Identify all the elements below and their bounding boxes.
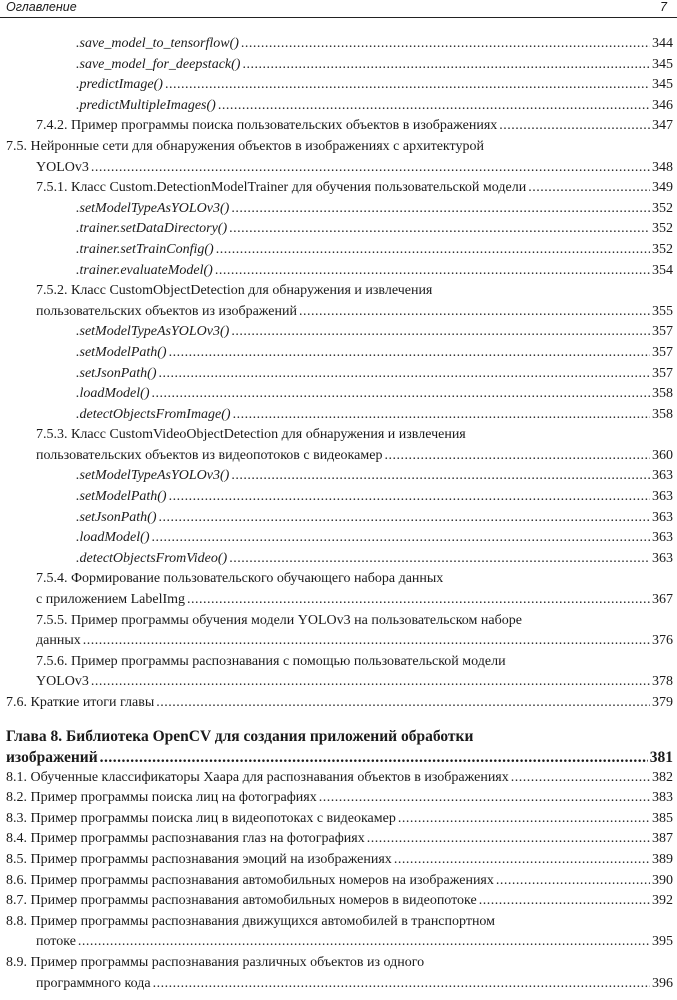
page-number: 348	[652, 159, 673, 175]
page-number: 355	[652, 303, 673, 319]
page-number: 363	[652, 489, 673, 505]
toc-entry-7-4-2[interactable]: 7.4.2. Пример программы поиска пользовательских объектов в изображениях ..... 347	[36, 116, 677, 137]
toc-entry-7-5-4[interactable]: 7.5.4. Формирование пользовательского обучающего набора данных с приложением LabelImg ..... 367	[36, 569, 677, 610]
toc-chapter-8[interactable]: Глава 8. Библиотека OpenCV для создания приложений обработки изображений ..... 381	[6, 726, 673, 768]
page-number: 376	[652, 633, 673, 649]
toc-entry-method[interactable]: .setJsonPath() ..... 363	[76, 508, 677, 529]
page-number: 387	[652, 831, 673, 847]
page-number: 381	[649, 748, 673, 766]
toc-entry-method[interactable]: .setJsonPath() ..... 357	[76, 364, 677, 385]
page-number: 379	[652, 695, 673, 710]
toc-entry-8-9[interactable]: 8.9. Пример программы распознавания различных объектов из одного программного кода ..... 396	[6, 953, 677, 994]
toc-entry-method[interactable]: .save_model_to_tensorflow() ..... 344	[76, 34, 677, 55]
page-number: 360	[652, 447, 673, 463]
chapter-title: Глава 8. Библиотека OpenCV для создания приложений обработки	[6, 727, 474, 745]
toc-entry-7-5-1[interactable]: 7.5.1. Класс Custom.DetectionModelTrainer для обучения пользовательской модели ..... 349	[36, 178, 677, 199]
page-number: 357	[652, 365, 673, 381]
page-number: 345	[652, 77, 673, 93]
page-number: 363	[652, 550, 673, 566]
toc-entry-method[interactable]: .detectObjectsFromImage() ..... 358	[76, 405, 677, 426]
page-number: 352	[652, 221, 673, 237]
toc-entry-7-5-6[interactable]: 7.5.6. Пример программы распознавания с помощью пользовательской модели YOLOv3 ..... 378	[36, 652, 677, 693]
page-number: 378	[652, 674, 673, 690]
toc-entry-8-1[interactable]: 8.1. Обученные классификаторы Хаара для распознавания объектов в изображениях ..... 382	[6, 768, 677, 789]
page-number: 396	[652, 975, 673, 991]
running-header	[0, 0, 677, 18]
toc-entry-7-5-5[interactable]: 7.5.5. Пример программы обучения модели YOLOv3 на пользовательском наборе данных ..... 376	[36, 611, 677, 652]
page-number: 354	[652, 262, 673, 278]
header-title: Оглавление	[6, 0, 77, 14]
page-number: 345	[652, 56, 673, 72]
toc-entry-method[interactable]: .setModelTypeAsYOLOv3() ..... 363	[76, 466, 677, 487]
toc-entry-8-7[interactable]: 8.7. Пример программы распознавания автомобильных номеров в видеопотоке ..... 392	[6, 891, 677, 912]
page-number: 344	[652, 36, 673, 51]
toc-entry-method[interactable]: .setModelTypeAsYOLOv3() ..... 352	[76, 199, 677, 220]
toc-entry-method[interactable]: .trainer.evaluateModel() ..... 354	[76, 261, 677, 282]
page-number: 385	[652, 810, 673, 826]
chapter-8-sections	[0, 768, 677, 995]
toc-entry-method[interactable]: .trainer.setTrainConfig() ..... 352	[76, 240, 677, 261]
page-number: 349	[652, 180, 673, 196]
page-number: 347	[652, 118, 673, 134]
page-number: 392	[652, 893, 673, 909]
toc-entry-method[interactable]: .setModelPath() ..... 363	[76, 487, 677, 508]
page-number: 357	[652, 344, 673, 360]
toc-entry-8-4[interactable]: 8.4. Пример программы распознавания глаз на фотографиях ..... 387	[6, 829, 677, 850]
page-number: 367	[652, 592, 673, 608]
toc-entry-method[interactable]: .trainer.setDataDirectory() ..... 352	[76, 219, 677, 240]
page-number: 352	[652, 241, 673, 257]
toc-entry-method[interactable]: .setModelPath() ..... 357	[76, 343, 677, 364]
toc-entry-method[interactable]: .save_model_for_deepstack() ..... 345	[76, 55, 677, 76]
page-number: 363	[652, 509, 673, 525]
page-number: 389	[652, 851, 673, 867]
toc-entry-8-8[interactable]: 8.8. Пример программы распознавания движущихся автомобилей в транспортном потоке ..... 395	[6, 912, 677, 953]
toc-entry-method[interactable]: .setModelTypeAsYOLOv3() ..... 357	[76, 322, 677, 343]
page-number: 382	[652, 769, 673, 785]
toc-entry-7-6[interactable]: 7.6. Краткие итоги главы ..... 379	[6, 693, 677, 714]
header-page-number: 7	[660, 0, 667, 14]
toc-entry-8-2[interactable]: 8.2. Пример программы поиска лиц на фотографиях ..... 383	[6, 788, 677, 809]
toc-entry-method[interactable]: .detectObjectsFromVideo() ..... 363	[76, 549, 677, 570]
toc-entry-8-6[interactable]: 8.6. Пример программы распознавания автомобильных номеров на изображениях ..... 390	[6, 871, 677, 892]
toc-entry-7-5-2[interactable]: 7.5.2. Класс CustomObjectDetection для обнаружения и извлечения пользовательских объектов из изображений ..... 355	[36, 281, 677, 322]
table-of-contents	[0, 34, 677, 994]
toc-entry-8-3[interactable]: 8.3. Пример программы поиска лиц в видеопотоках с видеокамер ..... 385	[6, 809, 677, 830]
page-number: 358	[652, 386, 673, 402]
page-number: 363	[652, 530, 673, 546]
toc-entry-method[interactable]: .loadModel() ..... 363	[76, 528, 677, 549]
page-number: 352	[652, 200, 673, 216]
page-number: 390	[652, 872, 673, 888]
page-number: 363	[652, 468, 673, 484]
toc-entry-method[interactable]: .predictImage() ..... 345	[76, 75, 677, 96]
toc-entry-method[interactable]: .predictMultipleImages() ..... 346	[76, 96, 677, 117]
toc-entry-7-5-3[interactable]: 7.5.3. Класс CustomVideoObjectDetection для обнаружения и извлечения пользовательских объектов из видеопотоков с видеокамер ..... 360	[36, 425, 677, 466]
page-number: 358	[652, 406, 673, 422]
toc-entry-7-5[interactable]: 7.5. Нейронные сети для обнаружения объектов в изображениях с архитектурой YOLOv3 ..... 348	[6, 137, 677, 178]
page-number: 357	[652, 324, 673, 340]
page-number: 383	[652, 790, 673, 806]
page-number: 346	[652, 97, 673, 113]
toc-entry-8-5[interactable]: 8.5. Пример программы распознавания эмоций на изображениях ..... 389	[6, 850, 677, 871]
toc-entry-method[interactable]: .loadModel() ..... 358	[76, 384, 677, 405]
page-number: 395	[652, 934, 673, 950]
